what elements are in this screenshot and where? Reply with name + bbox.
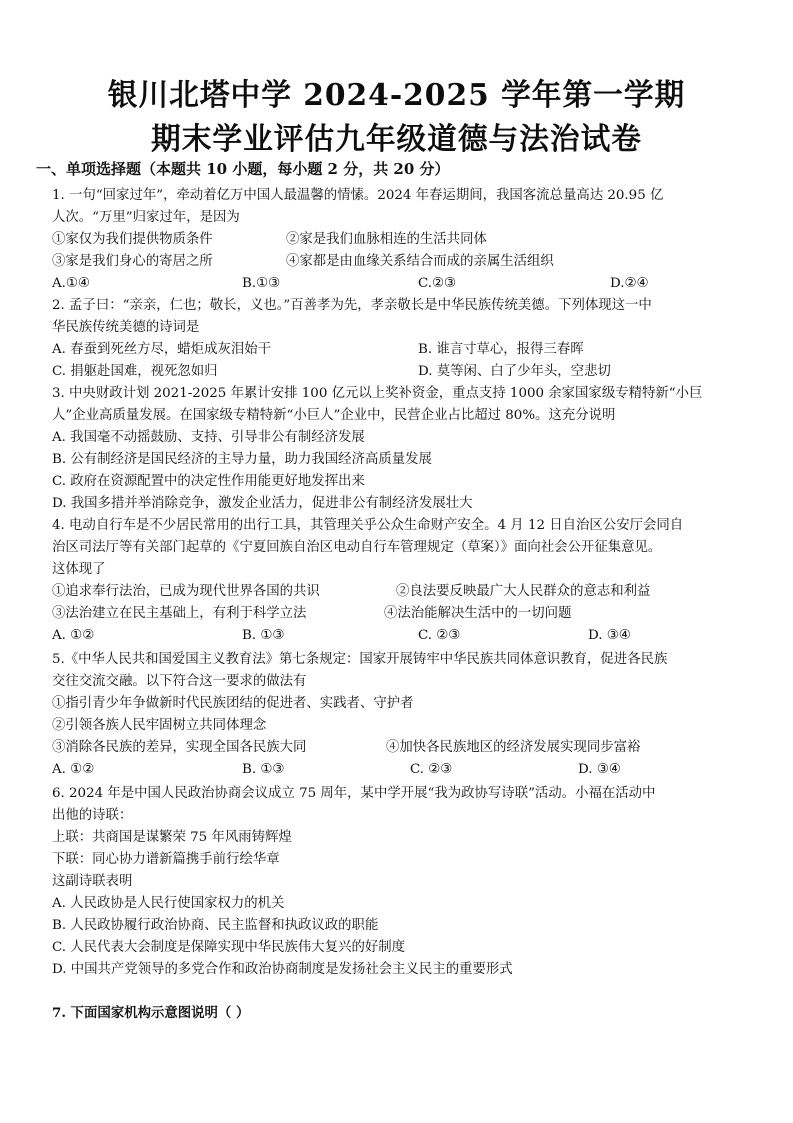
section-heading: 一、单项选择题（本题共 10 小题，每小题 2 分，共 20 分） bbox=[36, 160, 450, 178]
q5-statement-2: ②引领各族人民牢固树立共同体理念 bbox=[52, 718, 267, 733]
exam-title-line1: 银川北塔中学 2024-2025 学年第一学期 bbox=[107, 78, 686, 113]
q7-stem: 7. 下面国家机构示意图说明（ ） bbox=[52, 1005, 250, 1021]
q2-stem-cont: 华民族传统美德的诗词是 bbox=[52, 320, 200, 335]
q6-option-b: B. 人民政协履行政治协商、民主监督和执政议政的职能 bbox=[52, 918, 379, 933]
q2-option-c: C. 捐躯赴国难，视死忽如归 bbox=[52, 364, 218, 379]
q4-stem-cont-2: 这体现了 bbox=[52, 562, 106, 577]
q4-statement-4: ④法治能解决生活中的一切问题 bbox=[384, 606, 572, 621]
q3-option-b: B. 公有制经济是国民经济的主导力量，助力我国经济高质量发展 bbox=[52, 452, 432, 467]
q4-option-b: B. ①③ bbox=[242, 628, 285, 643]
q2-option-b: B. 谁言寸草心，报得三春晖 bbox=[418, 342, 584, 357]
q6-stem-cont-2: 这副诗联表明 bbox=[52, 874, 133, 889]
q4-option-a: A. ①② bbox=[52, 628, 95, 643]
q1-option-a: A.①④ bbox=[52, 276, 90, 291]
q5-statement-3: ③消除各民族的差异，实现全国各民族大同 bbox=[52, 740, 307, 755]
q6-option-a: A. 人民政协是人民行使国家权力的机关 bbox=[52, 896, 285, 911]
q2-option-a: A. 春蚕到死丝方尽，蜡炬成灰泪始干 bbox=[52, 342, 272, 357]
q1-stem-cont: 人次。“万里”归家过年，是因为 bbox=[52, 210, 240, 225]
q6-option-c: C. 人民代表大会制度是保障实现中华民族伟大复兴的好制度 bbox=[52, 940, 406, 955]
q4-statement-1: ①追求奉行法治，已成为现代世界各国的共识 bbox=[52, 584, 320, 599]
exam-title-line2: 期末学业评估九年级道德与法治试卷 bbox=[151, 122, 642, 157]
q5-option-c: C. ②③ bbox=[410, 762, 453, 777]
q1-statement-3: ③家是我们身心的寄居之所 bbox=[52, 254, 213, 269]
q1-statement-1: ①家仅为我们提供物质条件 bbox=[52, 232, 213, 247]
q5-option-a: A. ①② bbox=[52, 762, 95, 777]
q4-option-d: D. ③④ bbox=[588, 628, 631, 643]
q3-option-c: C. 政府在资源配置中的决定性作用能更好地发挥出来 bbox=[52, 474, 365, 489]
q6-stem-cont: 出他的诗联： bbox=[52, 808, 133, 823]
q3-stem-cont: 人”企业高质量发展。在国家级专精特新“小巨人”企业中，民营企业占比超过 80%。这充分说明 bbox=[52, 408, 616, 423]
q3-stem: 3. 中央财政计划 2021-2025 年累计安排 100 亿元以上奖补资金，重点支持 1000 余家国家级专精特新“小巨 bbox=[52, 386, 703, 401]
q1-statement-4: ④家都是由血缘关系结合而成的亲属生活组织 bbox=[286, 254, 554, 269]
q3-option-a: A. 我国毫不动摇鼓励、支持、引导非公有制经济发展 bbox=[52, 430, 365, 445]
q5-statement-1: ①指引青少年争做新时代民族团结的促进者、实践者、守护者 bbox=[52, 696, 414, 711]
q4-statement-2: ②良法要反映最广大人民群众的意志和利益 bbox=[396, 584, 651, 599]
q5-stem-cont: 交往交流交融。以下符合这一要求的做法有 bbox=[52, 674, 307, 689]
q1-option-d: D.②④ bbox=[610, 276, 649, 291]
q1-option-c: C.②③ bbox=[418, 276, 457, 291]
q1-statement-2: ②家是我们血脉相连的生活共同体 bbox=[286, 232, 487, 247]
q5-option-b: B. ①③ bbox=[242, 762, 285, 777]
q4-option-c: C. ②③ bbox=[418, 628, 461, 643]
q6-couplet-lower: 下联：同心协力谱新篇携手前行绘华章 bbox=[52, 852, 280, 867]
q4-statement-3: ③法治建立在民主基础上，有利于科学立法 bbox=[52, 606, 307, 621]
q3-option-d: D. 我国多措并举消除竞争，激发企业活力，促进非公有制经济发展壮大 bbox=[52, 496, 473, 511]
q6-couplet-upper: 上联：共商国是谋繁荣 75 年风雨铸辉煌 bbox=[52, 830, 292, 845]
q2-stem: 2. 孟子曰：“亲亲，仁也；敬长，义也。”百善孝为先，孝亲敬长是中华民族传统美德。下列体现这一中 bbox=[52, 298, 652, 313]
q1-option-b: B.①③ bbox=[242, 276, 281, 291]
q5-statement-4: ④加快各民族地区的经济发展实现同步富裕 bbox=[386, 740, 641, 755]
q4-stem: 4. 电动自行车是不少居民常用的出行工具，其管理关乎公众生命财产安全。4 月 12 日自治区公安厅会同自 bbox=[52, 518, 684, 533]
q5-option-d: D. ③④ bbox=[578, 762, 621, 777]
q6-option-d: D. 中国共产党领导的多党合作和政治协商制度是发扬社会主义民主的重要形式 bbox=[52, 962, 513, 977]
q6-stem: 6. 2024 年是中国人民政治协商会议成立 75 周年，某中学开展“我为政协写诗联”活动。小福在活动中 bbox=[52, 786, 656, 801]
q4-stem-cont: 治区司法厅等有关部门起草的《宁夏回族自治区电动自行车管理规定（草案）》面向社会公开征集意见。 bbox=[52, 540, 662, 555]
q2-option-d: D. 莫等闲、白了少年头，空悲切 bbox=[418, 364, 611, 379]
q1-stem: 1. 一句“回家过年”，牵动着亿万中国人最温馨的情愫。2024 年春运期间，我国客流总量高达 20.95 亿 bbox=[52, 188, 664, 203]
q5-stem: 5.《中华人民共和国爱国主义教育法》第七条规定：国家开展铸牢中华民族共同体意识教育，促进各民族 bbox=[52, 652, 668, 667]
